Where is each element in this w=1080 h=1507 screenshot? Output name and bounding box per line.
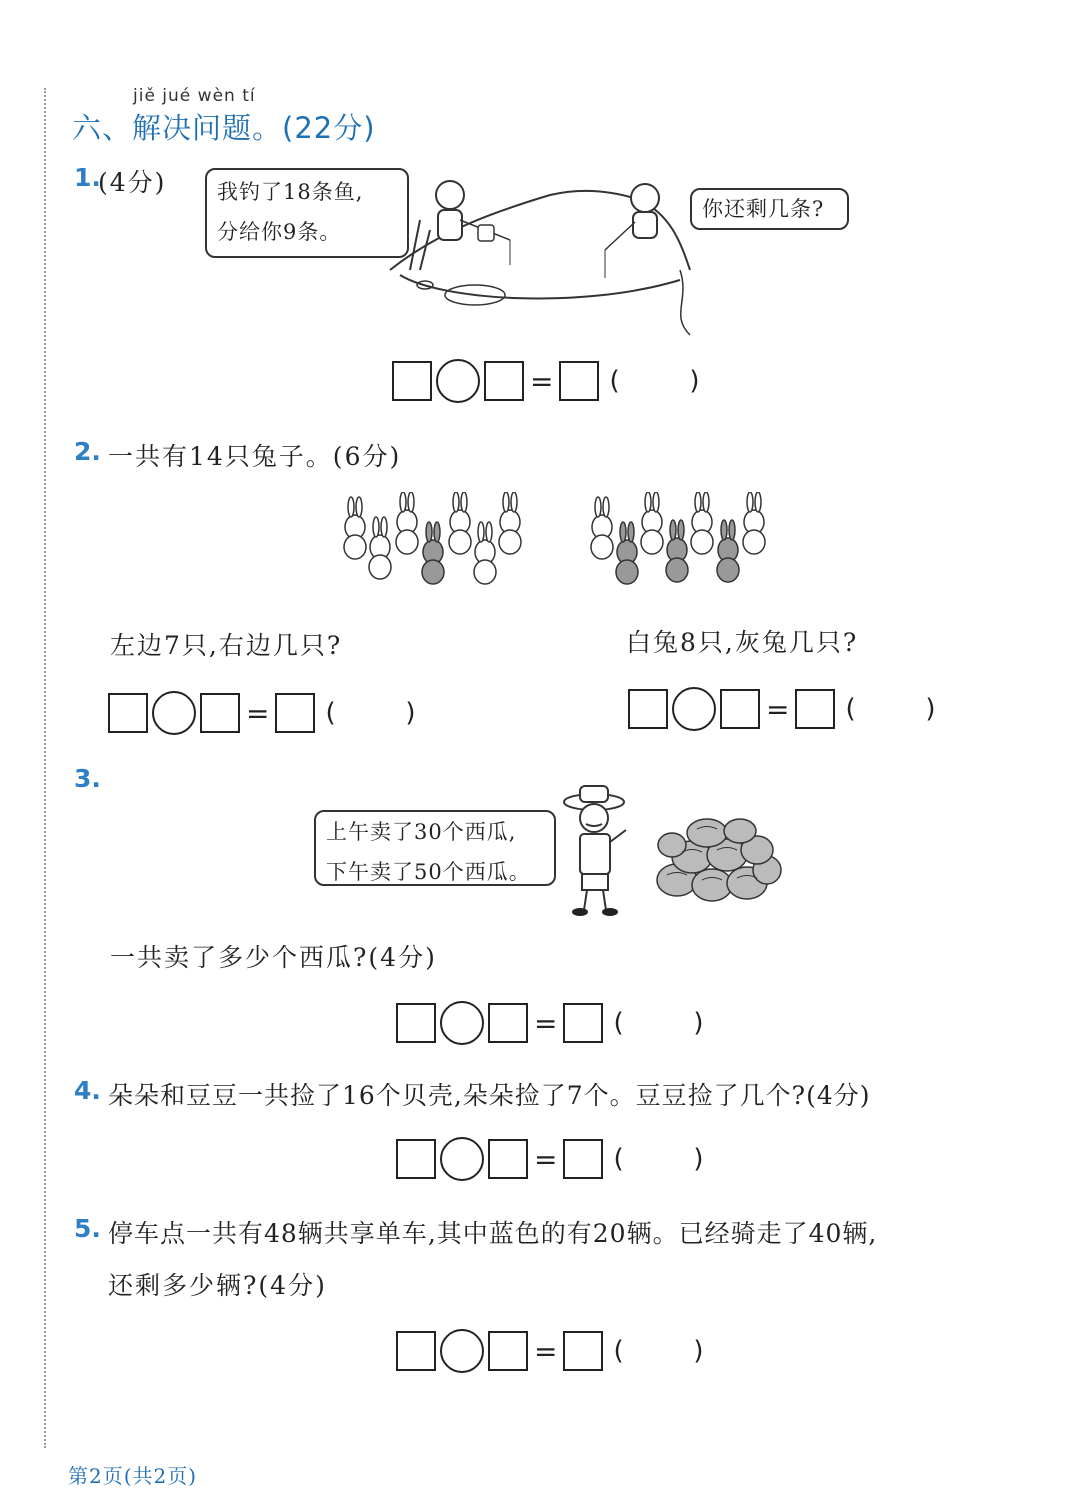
rabbits-left-group-illustration [335, 492, 535, 592]
q3-question: 一共卖了多少个西瓜?(4分) [110, 943, 437, 972]
q5-text-line1: 停车点一共有48辆共享单车,其中蓝色的有20辆。已经骑走了40辆, [108, 1219, 878, 1248]
q2-left-answer-box-1[interactable] [108, 693, 148, 733]
q2-text: 一共有14只兔子。(6分) [108, 442, 402, 471]
q2-left-unit-blank[interactable]: ( ) [325, 698, 416, 728]
q1-right-speech-bubble: 你还剩几条? [690, 188, 849, 230]
q3-answer-box-result[interactable] [563, 1003, 603, 1043]
q2-left-equation [108, 690, 415, 736]
q4-number: 4. [74, 1076, 101, 1105]
q2-number: 2. [74, 437, 101, 466]
q5-answer-box-2[interactable] [488, 1331, 528, 1371]
q3-equals-sign: = [534, 1006, 558, 1040]
q1-unit-blank[interactable]: ( ) [609, 366, 700, 396]
q5-operator-circle[interactable] [440, 1329, 484, 1373]
q3-answer-box-1[interactable] [396, 1003, 436, 1043]
q5-equation [396, 1328, 703, 1374]
q3-bubble-line1: 上午卖了30个西瓜, [326, 820, 517, 844]
q2-left-equals-sign: = [246, 696, 270, 730]
q1-answer-box-1[interactable] [392, 361, 432, 401]
q1-score: (4分) [98, 168, 167, 197]
q3-speech-bubble [314, 810, 556, 886]
q1-number: 1. [74, 163, 101, 192]
q2-right-answer-box-result[interactable] [795, 689, 835, 729]
q1-answer-box-result[interactable] [559, 361, 599, 401]
q2-left-answer-box-result[interactable] [275, 693, 315, 733]
q2-right-answer-box-2[interactable] [720, 689, 760, 729]
q4-equals-sign: = [534, 1142, 558, 1176]
fishing-cats-illustration [380, 160, 710, 340]
q1-equals-sign: = [530, 364, 554, 398]
q4-equation [396, 1136, 703, 1182]
q1-equation [392, 358, 699, 404]
q3-operator-circle[interactable] [440, 1001, 484, 1045]
page-footer: 第2页(共2页) [68, 1464, 198, 1488]
q2-right-operator-circle[interactable] [672, 687, 716, 731]
q5-answer-box-result[interactable] [563, 1331, 603, 1371]
q4-answer-box-result[interactable] [563, 1139, 603, 1179]
q3-equation [396, 1000, 703, 1046]
binding-margin-line [44, 88, 46, 1448]
q4-unit-blank[interactable]: ( ) [613, 1144, 704, 1174]
section-pinyin: jiě jué wèn tí [133, 86, 256, 106]
q3-bubble-line2: 下午卖了50个西瓜。 [326, 860, 531, 884]
q1-bubble-left-line1: 我钓了18条鱼, [217, 180, 364, 204]
q2-right-equation [628, 686, 935, 732]
q1-left-speech-bubble [205, 168, 409, 258]
seller-man-illustration [556, 780, 636, 920]
q5-number: 5. [74, 1214, 101, 1243]
q4-answer-box-2[interactable] [488, 1139, 528, 1179]
q3-answer-box-2[interactable] [488, 1003, 528, 1043]
q2-left-answer-box-2[interactable] [200, 693, 240, 733]
q1-operator-circle[interactable] [436, 359, 480, 403]
q4-answer-box-1[interactable] [396, 1139, 436, 1179]
q2-right-answer-box-1[interactable] [628, 689, 668, 729]
q2-left-operator-circle[interactable] [152, 691, 196, 735]
section-title: 六、解决问题。(22分) [72, 111, 376, 145]
q5-text-line2: 还剩多少辆?(4分) [108, 1271, 327, 1300]
q2-left-question: 左边7只,右边几只? [110, 631, 343, 660]
watermelon-pile-illustration [652, 815, 784, 905]
q3-number: 3. [74, 764, 101, 793]
q4-operator-circle[interactable] [440, 1137, 484, 1181]
q4-text: 朵朵和豆豆一共捡了16个贝壳,朵朵捡了7个。豆豆捡了几个?(4分) [108, 1081, 871, 1110]
rabbits-right-group-illustration [582, 492, 777, 592]
q1-answer-box-2[interactable] [484, 361, 524, 401]
q5-unit-blank[interactable]: ( ) [613, 1336, 704, 1366]
q5-answer-box-1[interactable] [396, 1331, 436, 1371]
q2-right-unit-blank[interactable]: ( ) [845, 694, 936, 724]
q3-unit-blank[interactable]: ( ) [613, 1008, 704, 1038]
q2-right-equals-sign: = [766, 692, 790, 726]
q2-right-question: 白兔8只,灰兔几只? [626, 628, 859, 657]
q1-bubble-left-line2: 分给你9条。 [217, 220, 342, 244]
q5-equals-sign: = [534, 1334, 558, 1368]
